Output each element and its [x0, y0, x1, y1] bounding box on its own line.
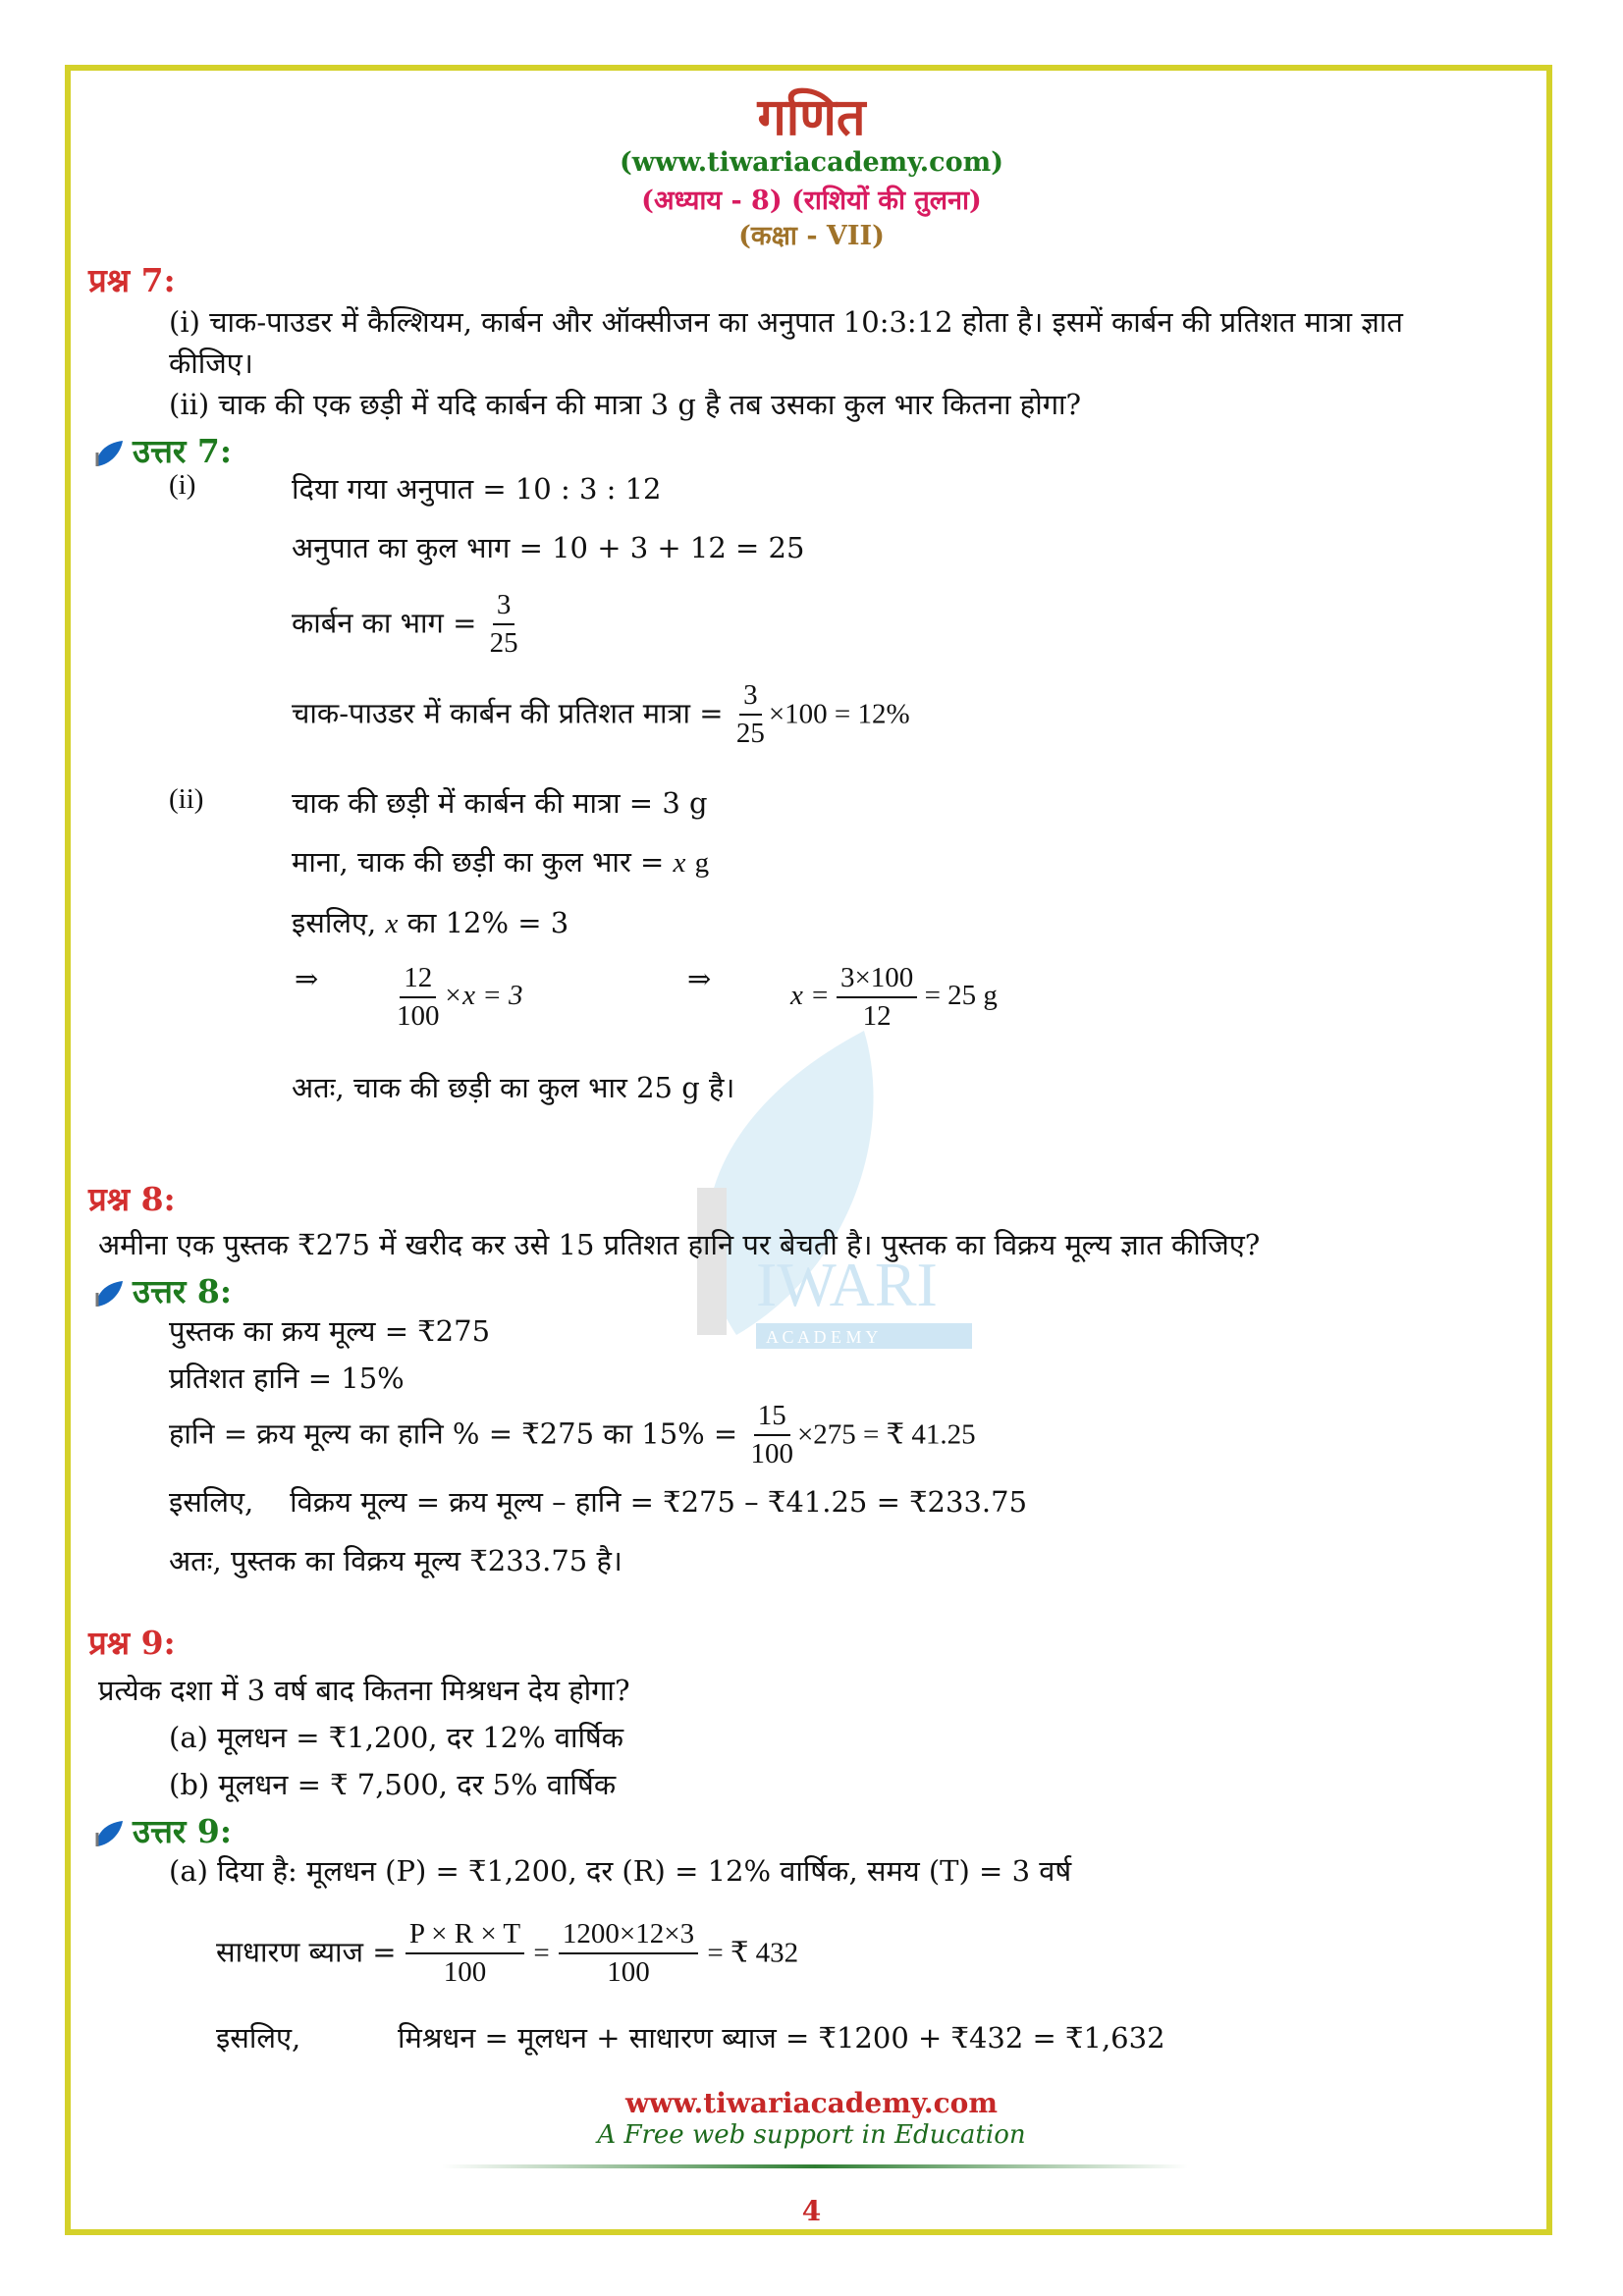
percentage-label: चाक-पाउडर में कार्बन की प्रतिशत मात्रा =: [292, 696, 724, 730]
answer-9-therefore: इसलिए,: [216, 2021, 301, 2055]
answer-7-ii-line1: चाक की छड़ी में कार्बन की मात्रा = 3 g: [292, 786, 708, 820]
fraction-numerator: 12: [400, 962, 436, 998]
question-9-label: प्रश्न 9:: [88, 1624, 176, 1662]
footer-tagline: A Free web support in Education: [597, 2120, 1026, 2150]
answer-8-label: उत्तर 8:: [133, 1272, 233, 1310]
question-9-text: प्रत्येक दशा में 3 वर्ष बाद कितना मिश्रधन देय होगा?: [98, 1674, 630, 1707]
simple-interest-label: साधारण ब्याज =: [216, 1935, 397, 1969]
watermark-subtext: A C A D E M Y: [766, 1327, 879, 1347]
answer-8-line1: पुस्तक का क्रय मूल्य = ₹275: [169, 1314, 491, 1348]
question-7-line2: (ii) चाक की एक छड़ी में यदि कार्बन की मात्रा 3 g है तब उसका कुल भार कितना होगा?: [169, 388, 1082, 421]
x-percent-eq: का 12% = 3: [406, 906, 569, 939]
fraction-denominator: 100: [607, 1956, 650, 1989]
therefore-label: इसलिए,: [292, 906, 377, 939]
fraction-denominator: 100: [750, 1438, 793, 1470]
answer-7-part-i-marker: (i): [169, 469, 196, 501]
answer-9-si-line: [216, 1918, 798, 1990]
tiwari-watermark-logo: [619, 1011, 1011, 1364]
fraction-300-12: [837, 962, 917, 1034]
tiwari-leaf-logo-icon: [93, 1819, 127, 1848]
answer-9-line1: (a) दिया है: मूलधन (P) = ₹1,200, दर (R) = 12% वार्षिक, समय (T) = 3 वर्ष: [169, 1854, 1072, 1888]
answer-7-ii-eq1: [393, 962, 523, 1034]
tiwari-leaf-logo-icon: [93, 439, 127, 468]
answer-7-heading: [93, 428, 232, 472]
page-title: गणित: [757, 87, 866, 147]
footer-divider: [442, 2164, 1188, 2168]
implies-arrow-2: ⇒: [687, 964, 712, 995]
question-8-label: प्रश्न 8:: [88, 1180, 176, 1218]
fraction-numerator: P × R × T: [406, 1918, 524, 1954]
equals-sign: =: [533, 1937, 550, 1969]
fraction-denominator: 100: [397, 1000, 440, 1033]
answer-7-i-line3: [292, 589, 522, 661]
fraction-12-100: [393, 962, 444, 1034]
class-label: (कक्षा - VII): [738, 221, 885, 251]
question-9-part-a: (a) मूलधन = ₹1,200, दर 12% वार्षिक: [169, 1721, 624, 1754]
answer-8-line2: प्रतिशत हानि = 15%: [169, 1362, 405, 1395]
header-website: (www.tiwariacademy.com): [620, 147, 1003, 178]
variable-x: x: [385, 908, 399, 939]
fraction-3-25-b: [732, 679, 769, 751]
simple-interest-result: = ₹ 432: [707, 1937, 799, 1969]
answer-8-line3: [169, 1400, 976, 1471]
fraction-15-100: [746, 1400, 797, 1471]
page-number: 4: [801, 2195, 822, 2227]
fraction-3-25: [486, 589, 522, 661]
fraction-prt-100: [406, 1918, 524, 1990]
question-7-line1b: कीजिए।: [169, 347, 253, 380]
fraction-denominator: 100: [443, 1956, 487, 1989]
answer-7-ii-line2: [292, 842, 709, 881]
answer-7-part-ii-marker: (ii): [169, 783, 204, 815]
tiwari-leaf-logo-icon: [93, 1279, 127, 1308]
answer-7-i-line2: अनुपात का कुल भाग = 10 + 3 + 12 = 25: [292, 531, 805, 564]
answer-9-heading: [93, 1808, 232, 1852]
answer-7-conclusion: अतः, चाक की छड़ी का कुल भार 25 g है।: [292, 1071, 735, 1104]
loss-calc-label: हानि = क्रय मूल्य का हानि % = ₹275 का 15% =: [169, 1416, 738, 1451]
eq2-result: = 25 g: [924, 980, 998, 1011]
chapter-title: (अध्याय - 8) (राशियों की तुलना): [641, 186, 982, 216]
question-8-text: अमीना एक पुस्तक ₹275 में खरीद कर उसे 15 प्रतिशत हानि पर बेचती है। पुस्तक का विक्रय मूल्य ज्ञात कीजिए?: [98, 1228, 1261, 1261]
eq2-lhs: x =: [790, 980, 830, 1011]
answer-8-heading: [93, 1268, 232, 1312]
answer-9-label: उत्तर 9:: [133, 1812, 233, 1850]
fraction-denominator: 25: [735, 718, 765, 750]
answer-7-ii-eq2: [790, 962, 998, 1034]
fraction-numerator: 1200×12×3: [559, 1918, 698, 1954]
answer-8-conclusion: अतः, पुस्तक का विक्रय मूल्य ₹233.75 है।: [169, 1544, 622, 1577]
question-9-part-b: (b) मूलधन = ₹ 7,500, दर 5% वार्षिक: [169, 1768, 617, 1801]
fraction-numerator: 3: [493, 589, 515, 625]
loss-result: ×275 = ₹ 41.25: [796, 1418, 976, 1451]
unit-g: g: [694, 847, 710, 879]
watermark-text: IWARI: [756, 1250, 938, 1319]
answer-7-i-line1: दिया गया अनुपात = 10 : 3 : 12: [292, 472, 662, 506]
assume-label: माना, चाक की छड़ी का कुल भार =: [292, 845, 665, 879]
fraction-numerator: 3: [739, 679, 762, 716]
footer-website-link[interactable]: www.tiwariacademy.com: [625, 2087, 998, 2119]
fraction-numerator: 3×100: [837, 962, 917, 998]
question-7-label: प्रश्न 7:: [88, 261, 176, 299]
answer-7-ii-line3: [292, 903, 568, 941]
fraction-numerator: 15: [754, 1400, 790, 1436]
answer-9-amount: मिश्रधन = मूलधन + साधारण ब्याज = ₹1200 + ₹432 = ₹1,632: [398, 2021, 1165, 2055]
answer-8-line4: इसलिए, विक्रय मूल्य = क्रय मूल्य – हानि = ₹275 – ₹41.25 = ₹233.75: [169, 1485, 1028, 1519]
implies-arrow-1: ⇒: [295, 964, 319, 995]
fraction-denominator: 25: [489, 627, 518, 660]
percentage-result: ×100 = 12%: [768, 698, 910, 730]
fraction-1200-100: [559, 1918, 698, 1990]
eq1-rest: ×x = 3: [443, 980, 523, 1011]
question-7-line1: (i) चाक-पाउडर में कैल्शियम, कार्बन और ऑक्सीजन का अनुपात 10:3:12 होता है। इसमें कार्बन की प्रतिशत मात्रा ज्ञात: [169, 305, 1403, 339]
carbon-part-label: कार्बन का भाग =: [292, 606, 477, 640]
answer-7-i-line4: [292, 679, 910, 751]
fraction-denominator: 12: [862, 1000, 892, 1033]
answer-7-label: उत्तर 7:: [133, 432, 233, 470]
variable-x: x: [673, 847, 686, 879]
